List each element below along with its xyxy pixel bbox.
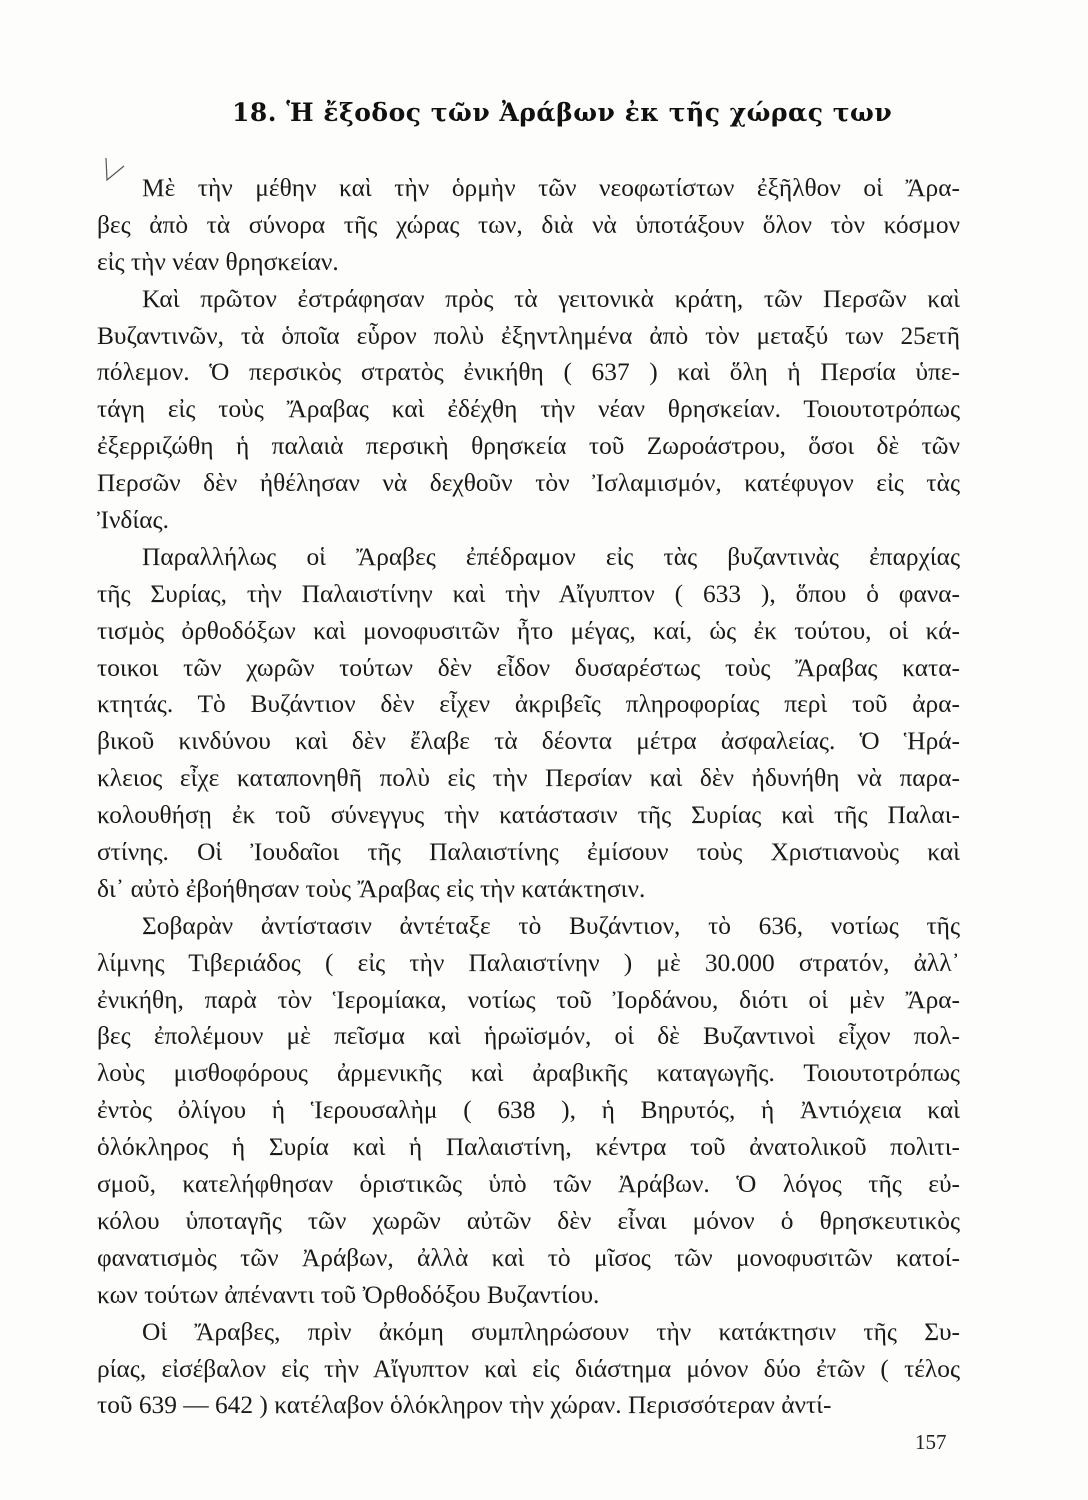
- text-line: κλειος εἶχε καταπονηθῆ πολὺ εἰς τὴν Περσίαν καὶ δὲν ἠδυνήθη νὰ παρα-: [97, 764, 960, 793]
- text-line: Περσῶν δὲν ἠθέλησαν νὰ δεχθοῦν τὸν Ἰσλαμισμόν, κατέφυγον εἰς τὰς: [97, 469, 960, 498]
- text-line: Μὲ τὴν μέθην καὶ τὴν ὁρμὴν τῶν νεοφωτίστων ἐξῆλθον οἱ Ἄρα-: [142, 174, 960, 202]
- text-line: τοῦ 639 — 642 ) κατέλαβον ὁλόκληρον τὴν χώραν. Περισσότεραν ἀντί-: [97, 1391, 832, 1420]
- text-line: φανατισμὸς τῶν Ἀράβων, ἀλλὰ καὶ τὸ μῖσος τῶν μονοφυσιτῶν κατοί-: [97, 1243, 960, 1272]
- text-line: κολουθήσῃ ἐκ τοῦ σύνεγγυς τὴν κατάστασιν τῆς Συρίας καὶ τῆς Παλαι-: [97, 801, 960, 830]
- text-line: λοὺς μισθοφόρους ἀρμενικῆς καὶ ἀραβικῆς καταγωγῆς. Τοιουτοτρόπως: [97, 1059, 960, 1088]
- text-line: ρίας, εἰσέβαλον εἰς τὴν Αἴγυπτον καὶ εἰς διάστημα μόνον δύο ἐτῶν ( τέλος: [97, 1354, 960, 1383]
- text-line: βικοῦ κινδύνου καὶ δὲν ἔλαβε τὰ δέοντα μέτρα ἀσφαλείας. Ὁ Ἡρά-: [97, 727, 960, 756]
- text-line: ὁλόκληρος ἡ Συρία καὶ ἡ Παλαιστίνη, κέντρα τοῦ ἀνατολικοῦ πολιτι-: [97, 1133, 960, 1162]
- text-line: δι᾽ αὐτὸ ἐβοήθησαν τοὺς Ἄραβας εἰς τὴν κατάκτησιν.: [97, 874, 646, 903]
- text-line: Σοβαρὰν ἀντίστασιν ἀντέταξε τὸ Βυζάντιον, τὸ 636, νοτίως τῆς: [142, 911, 960, 940]
- text-line: Οἱ Ἄραβες, πρὶν ἀκόμη συμπληρώσουν τὴν κατάκτησιν τῆς Συ-: [142, 1317, 960, 1346]
- text-line: εἰς τὴν νέαν θρησκείαν.: [97, 247, 339, 276]
- text-line: ἐντὸς ὀλίγου ἡ Ἱερουσαλὴμ ( 638 ), ἡ Βηρυτός, ἡ Ἀντιόχεια καὶ: [97, 1096, 960, 1125]
- text-line: τῆς Συρίας, τὴν Παλαιστίνην καὶ τὴν Αἴγυπτον ( 633 ), ὅπου ὁ φανα-: [97, 579, 960, 608]
- section-heading: 18. Ἡ ἔξοδος τῶν Ἀράβων ἐκ τῆς χώρας των: [232, 98, 893, 127]
- text-line: κων τούτων ἀπέναντι τοῦ Ὀρθοδόξου Βυζαντίου.: [97, 1280, 600, 1309]
- text-line: κόλου ὑποταγῆς τῶν χωρῶν αὐτῶν δὲν εἶναι μόνον ὁ θρησκευτικὸς: [97, 1206, 960, 1235]
- text-line: τάγη εἰς τοὺς Ἄραβας καὶ ἐδέχθη τὴν νέαν θρησκείαν. Τοιουτοτρόπως: [97, 395, 960, 424]
- page-number: 157: [915, 1430, 947, 1454]
- text-line: Ἰνδίας.: [97, 506, 169, 535]
- text-line: τισμὸς ὀρθοδόξων καὶ μονοφυσιτῶν ἦτο μέγας, καί, ὡς ἐκ τούτου, οἱ κά-: [97, 616, 960, 645]
- text-line: τοικοι τῶν χωρῶν τούτων δὲν εἶδον δυσαρέστως τοὺς Ἄραβας κατα-: [97, 653, 960, 682]
- text-line: βες ἐπολέμουν μὲ πεῖσμα καὶ ἡρωϊσμόν, οἱ δὲ Βυζαντινοὶ εἶχον πολ-: [97, 1022, 960, 1051]
- text-line: Βυζαντινῶν, τὰ ὁποῖα εὗρον πολὺ ἐξηντλημένα ἀπὸ τὸν μεταξύ των 25ετῆ: [97, 321, 960, 350]
- text-line: βες ἀπὸ τὰ σύνορα τῆς χώρας των, διὰ νὰ ὑποτάξουν ὅλον τὸν κόσμον: [97, 210, 960, 239]
- text-line: πόλεμον. Ὁ περσικὸς στρατὸς ἐνικήθη ( 637 ) καὶ ὅλη ἡ Περσία ὑπε-: [97, 358, 960, 387]
- text-line: λίμνης Τιβεριάδος ( εἰς τὴν Παλαιστίνην ) μὲ 30.000 στρατόν, ἀλλ᾽: [97, 948, 960, 977]
- text-line: στίνης. Οἱ Ἰουδαῖοι τῆς Παλαιστίνης ἐμίσουν τοὺς Χριστιανοὺς καὶ: [97, 838, 960, 867]
- text-line: Παραλλήλως οἱ Ἄραβες ἐπέδραμον εἰς τὰς βυζαντινὰς ἐπαρχίας: [142, 542, 960, 571]
- text-line: σμοῦ, κατελήφθησαν ὁριστικῶς ὑπὸ τῶν Ἀράβων. Ὁ λόγος τῆς εὐ-: [97, 1170, 960, 1199]
- text-line: ἐνικήθη, παρὰ τὸν Ἱερομίακα, νοτίως τοῦ Ἰορδάνου, διότι οἱ μὲν Ἄρα-: [97, 985, 960, 1014]
- text-line: ἐξερριζώθη ἡ παλαιὰ περσικὴ θρησκεία τοῦ Ζωροάστρου, ὅσοι δὲ τῶν: [97, 432, 960, 461]
- text-line: κτητάς. Τὸ Βυζάντιον δὲν εἶχεν ἀκριβεῖς πληροφορίας περὶ τοῦ ἀρα-: [97, 690, 960, 719]
- body-text: [97, 170, 960, 1424]
- text-line: Καὶ πρῶτον ἐστράφησαν πρὸς τὰ γειτονικὰ κράτη, τῶν Περσῶν καὶ: [142, 284, 960, 313]
